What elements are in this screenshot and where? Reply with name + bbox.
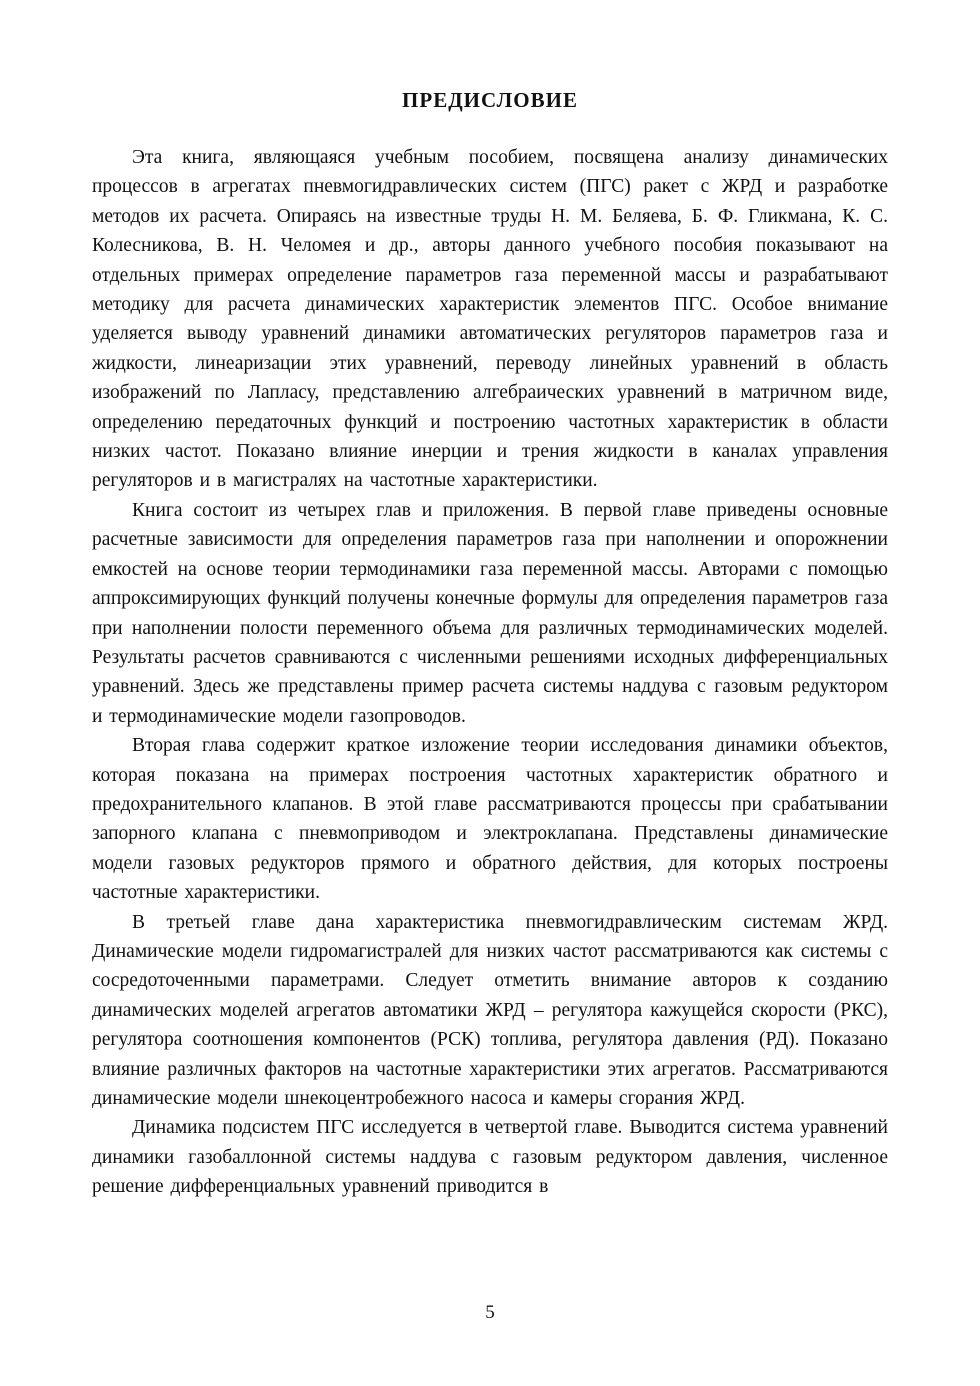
paragraph: Книга состоит из четырех глав и приложения. В первой главе приведены основные расчетные зависимости для определения параметров газа при наполнении и опорожнении емкостей на основе теории термодинамики газа переменной массы. Авторами с помощью аппроксимирующих функций получены конечные формулы для определения параметров газа при наполнении полости переменного объема для различных термодинамических моделей. Результаты расчетов сравниваются с численными решениями исходных дифференциальных уравнений. Здесь же представлены пример расчета системы наддува с газовым редуктором и термодинамические модели газопроводов. <box>92 499 888 727</box>
paragraph: Эта книга, являющаяся учебным пособием, посвящена анализу динамических процессов в агрегатах пневмогидравлических систем (ПГС) ракет с ЖРД и разработке методов их расчета. Опираясь на известные труды Н. М. Беляева, Б. Ф. Гликмана, К. С. Колесникова, В. Н. Челомея и др., авторы данного учебного пособия показывают на отдельных примерах определение параметров газа переменной массы и разрабатывают методику для расчета динамических характеристик элементов ПГС. Особое внимание уделяется выводу уравнений динамики автоматических регуляторов параметров газа и жидкости, линеаризации этих уравнений, переводу линейных уравнений в область изображений по Лапласу, представлению алгебраических уравнений в матричном виде, определению передаточных функций и построению частотных характеристик в области низких частот. Показано влияние инерции и трения жидкости в каналах управления регуляторов и в магистралях на частотные характеристики. <box>92 147 888 492</box>
page-title: ПРЕДИСЛОВИЕ <box>402 88 578 112</box>
page-number: 5 <box>485 1302 495 1323</box>
paragraph: В третьей главе дана характеристика пневмогидравлическим системам ЖРД. Динамические модели гидромагистралей для низких частот рассматриваются как системы с сосредоточенными параметрами. Следует отметить внимание авторов к созданию динамических моделей агрегатов автоматики ЖРД – регулятора кажущейся скорости (РКС), регулятора соотношения компонентов (РСК) топлива, регулятора давления (РД). Показано влияние различных факторов на частотные характеристики этих агрегатов. Рассматриваются динамические модели шнекоцентробежного насоса и камеры сгорания ЖРД. <box>92 911 888 1109</box>
paragraph: Вторая глава содержит краткое изложение теории исследования динамики объектов, которая показана на примерах построения частотных характеристик обратного и предохранительного клапанов. В этой главе рассматриваются процессы при срабатывании запорного клапана с пневмоприводом и электроклапана. Представлены динамические модели газовых редукторов прямого и обратного действия, для которых построены частотные характеристики. <box>92 735 888 904</box>
paragraph: Динамика подсистем ПГС исследуется в четвертой главе. Выводится система уравнений динамики газобаллонной системы наддува с газовым редуктором давления, численное решение дифференциальных уравнений приводится в <box>92 1117 888 1198</box>
